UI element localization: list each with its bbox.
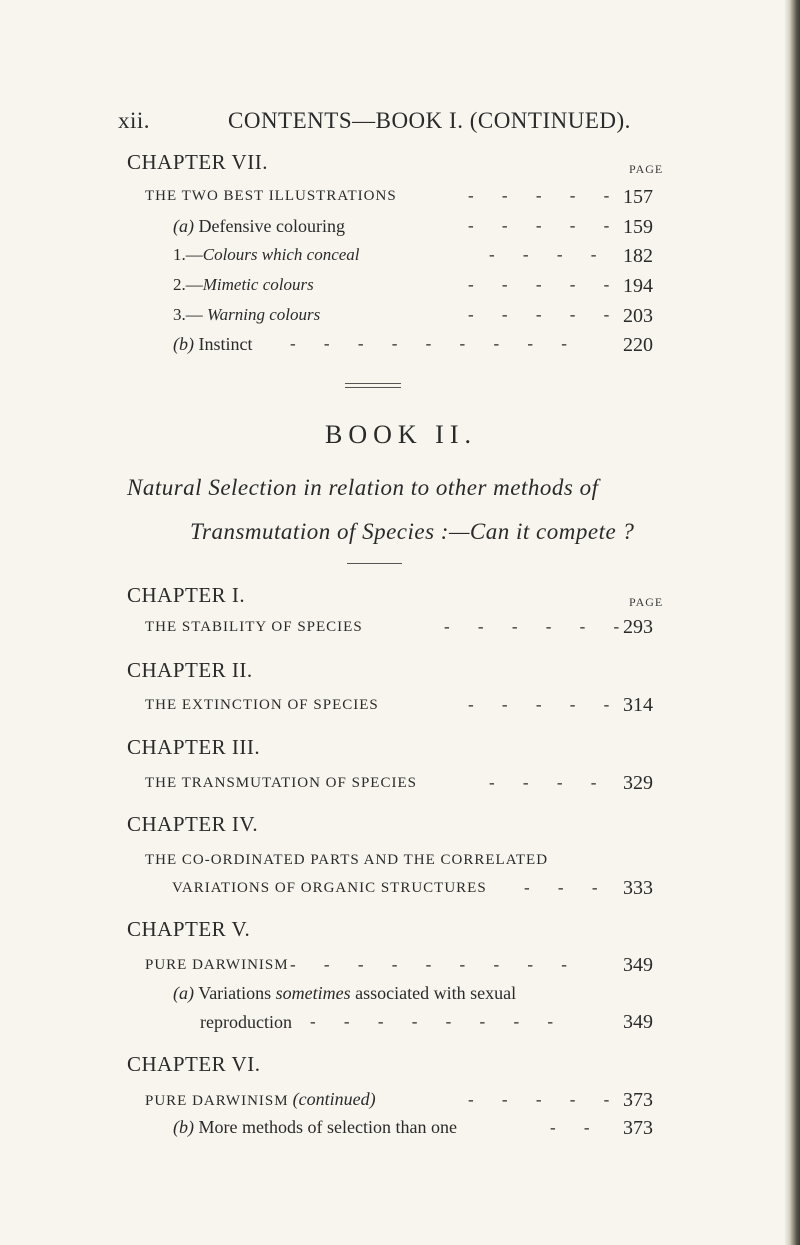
toc-entry-label: More methods of selection than one: [198, 1117, 457, 1137]
entry-marker: (b): [173, 334, 194, 354]
leader-dashes: - - - - - - - -: [310, 1012, 566, 1031]
toc-entry-label-italic: (continued): [292, 1089, 376, 1109]
leader-dashes: - - - - -: [468, 186, 622, 205]
entry-marker: (a): [173, 216, 194, 236]
toc-entry-label: THE TRANSMUTATION OF SPECIES: [145, 775, 417, 791]
toc-entry-label: VARIATIONS OF ORGANIC STRUCTURES: [172, 880, 487, 896]
toc-entry-label: THE TWO BEST ILLUSTRATIONS: [145, 188, 397, 204]
toc-entry: [173, 334, 253, 355]
toc-entry: [145, 1089, 376, 1110]
book-subtitle-line1: Natural Selection in relation to other methods of: [127, 475, 599, 500]
leader-dashes: - - - - - - - - -: [290, 334, 579, 353]
toc-page-number: 329: [623, 772, 653, 794]
toc-entry-label: Warning colours: [207, 305, 321, 324]
leader-dashes: - - - - - - - - -: [290, 955, 579, 974]
leader-dashes: - - - - -: [468, 695, 622, 714]
toc-page-number: 203: [623, 305, 653, 327]
toc-entry-label: THE EXTINCTION OF SPECIES: [145, 697, 379, 713]
toc-entry: [173, 1117, 457, 1138]
toc-entry-label: PURE DARWINISM: [145, 1093, 289, 1109]
toc-entry-label-italic: sometimes: [275, 983, 351, 1003]
book-subtitle-line2: Transmutation of Species :—Can it compete ?: [190, 519, 635, 544]
section-divider: [345, 383, 401, 384]
leader-dashes: - - - - -: [468, 305, 622, 324]
toc-entry-label-line2: reproduction: [200, 1012, 292, 1032]
entry-marker: 1.—: [173, 245, 203, 264]
toc-page-number: 314: [623, 694, 653, 716]
leader-dashes: - -: [550, 1118, 602, 1137]
toc-page-number: 159: [623, 216, 653, 238]
toc-page-number: 194: [623, 275, 653, 297]
toc-entry-label: Instinct: [198, 334, 253, 354]
entry-marker: (b): [173, 1117, 194, 1137]
toc-entry: [173, 245, 360, 265]
leader-dashes: - - - - -: [468, 275, 622, 294]
leader-dashes: - - - - -: [468, 1090, 622, 1109]
toc-entry: [173, 275, 314, 295]
chapter-heading: CHAPTER VII.: [127, 150, 268, 174]
toc-page-number: 157: [623, 186, 653, 208]
toc-page-number: 373: [623, 1089, 653, 1111]
toc-page-number: 373: [623, 1117, 653, 1139]
chapter-heading: CHAPTER II.: [127, 658, 253, 682]
page-edge-shadow: [784, 0, 800, 1245]
toc-entry-label: associated with sexual: [355, 983, 517, 1003]
toc-page-number: 333: [623, 877, 653, 899]
book-title: BOOK II.: [325, 420, 477, 449]
chapter-heading: CHAPTER III.: [127, 735, 261, 759]
chapter-heading: CHAPTER V.: [127, 917, 251, 941]
toc-entry-label: Variations: [198, 983, 272, 1003]
toc-entry-label: THE STABILITY OF SPECIES: [145, 619, 363, 635]
toc-entry-label: Colours which conceal: [202, 245, 360, 264]
toc-entry: [173, 216, 345, 237]
chapter-heading: CHAPTER VI.: [127, 1052, 261, 1076]
toc-entry-label: PURE DARWINISM: [145, 957, 289, 973]
page-column-label: PAGE: [629, 162, 664, 176]
entry-marker: 3.—: [173, 305, 207, 324]
toc-entry-label: Defensive colouring: [198, 216, 345, 236]
chapter-heading: CHAPTER I.: [127, 583, 246, 607]
page-column-label: PAGE: [629, 595, 664, 609]
entry-marker: 2.—: [173, 275, 203, 294]
leader-dashes: - - - - - -: [444, 617, 632, 636]
entry-marker: (a): [173, 983, 194, 1003]
section-divider: [347, 563, 402, 564]
section-divider: [345, 387, 401, 388]
page-number: xii.: [118, 108, 151, 133]
leader-dashes: - - - -: [489, 773, 609, 792]
leader-dashes: - - - -: [489, 245, 609, 264]
toc-page-number: 349: [623, 954, 653, 976]
toc-entry-label: Mimetic colours: [202, 275, 314, 294]
toc-page-number: 293: [623, 616, 653, 638]
leader-dashes: - - - - -: [468, 216, 622, 235]
toc-entry: [173, 983, 516, 1004]
toc-page-number: 220: [623, 334, 653, 356]
chapter-heading: CHAPTER IV.: [127, 812, 259, 836]
toc-entry-label-line1: THE CO-ORDINATED PARTS AND THE CORRELATED: [145, 852, 549, 868]
toc-page-number: 349: [623, 1011, 653, 1033]
leader-dashes: - - -: [524, 878, 610, 897]
running-title: CONTENTS—BOOK I. (CONTINUED).: [228, 108, 631, 133]
toc-entry: [173, 305, 320, 325]
toc-page-number: 182: [623, 245, 653, 267]
